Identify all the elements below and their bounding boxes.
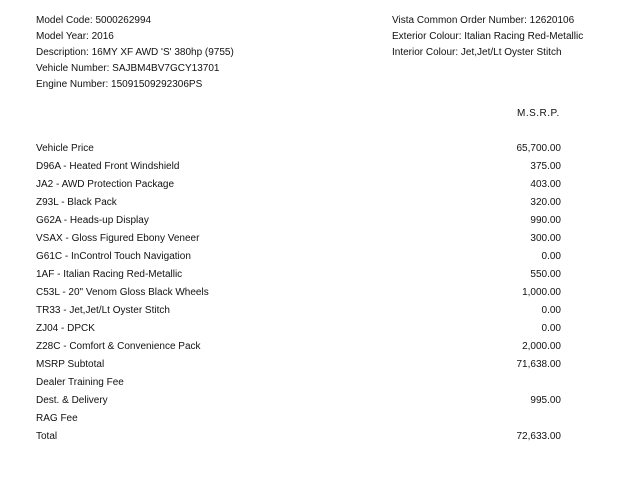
line-item [36,194,566,212]
subtotal-row [36,356,566,374]
line-item-description: C53L - 20" Venom Gloss Black Wheels [36,287,209,298]
line-item-price: 550.00 [530,269,561,280]
line-item-description: Z28C - Comfort & Convenience Pack [36,341,201,352]
line-item [36,158,566,176]
line-item [36,284,566,302]
exterior-colour-value: Italian Racing Red-Metallic [464,31,584,42]
line-item-price: 403.00 [530,179,561,190]
engine-number-label: Engine Number: [36,79,109,90]
line-item-description: G61C - InControl Touch Navigation [36,251,191,262]
line-item-description: JA2 - AWD Protection Package [36,179,175,190]
exterior-colour-label: Exterior Colour: [392,31,462,42]
msrp-column-header: M.S.R.P. [517,108,560,119]
exterior-colour-line [392,29,583,45]
model-code-value: 5000262994 [95,15,152,26]
total-value: 72,633.00 [516,431,561,442]
vehicle-number-line [36,61,234,77]
vehicle-number-label: Vehicle Number: [36,63,110,74]
line-item-price: 0.00 [541,305,561,316]
line-item [36,338,566,356]
fee-row [36,374,566,392]
line-item-description: TR33 - Jet,Jet/Lt Oyster Stitch [36,305,170,316]
total-label: Total [36,431,58,442]
interior-colour-value: Jet,Jet/Lt Oyster Stitch [460,47,562,58]
description-value: 16MY XF AWD 'S' 380hp (9755) [91,47,234,58]
model-year-value: 2016 [91,31,114,42]
model-code-label: Model Code: [36,15,93,26]
line-item-description: D96A - Heated Front Windshield [36,161,180,172]
line-item-description: Z93L - Black Pack [36,197,117,208]
interior-colour-line [392,45,583,61]
vehicle-info-block [36,13,234,93]
description-label: Description: [36,47,89,58]
fee-value: 995.00 [530,395,561,406]
interior-colour-label: Interior Colour: [392,47,459,58]
subtotal-value: 71,638.00 [516,359,561,370]
total-row [36,428,566,446]
line-item-description: ZJ04 - DPCK [36,323,95,334]
model-year-label: Model Year: [36,31,89,42]
line-item-description: Vehicle Price [36,143,94,154]
fee-row [36,392,566,410]
vehicle-number-value: SAJBM4BV7GCY13701 [112,63,220,74]
line-item-price: 990.00 [530,215,561,226]
line-item-price: 320.00 [530,197,561,208]
order-info-block [392,13,583,61]
order-number-label: Vista Common Order Number: [392,15,527,26]
line-item-price: 375.00 [530,161,561,172]
fee-label: Dest. & Delivery [36,395,108,406]
line-item [36,302,566,320]
model-code-line [36,13,234,29]
line-item-description: VSAX - Gloss Figured Ebony Veneer [36,233,200,244]
line-item-price: 300.00 [530,233,561,244]
subtotal-label: MSRP Subtotal [36,359,105,370]
line-item-price: 1,000.00 [522,287,561,298]
line-item-price: 0.00 [541,323,561,334]
order-number-line [392,13,583,29]
fee-label: Dealer Training Fee [36,377,124,388]
line-item [36,140,566,158]
line-item [36,248,566,266]
order-number-value: 12620106 [529,15,575,26]
description-line [36,45,234,61]
line-item [36,230,566,248]
line-item-price: 0.00 [541,251,561,262]
line-item-price: 65,700.00 [516,143,561,154]
line-item [36,266,566,284]
engine-number-value: 15091509292306PS [111,79,203,90]
engine-number-line [36,77,234,93]
model-year-line [36,29,234,45]
line-item-price: 2,000.00 [522,341,561,352]
line-item-description: 1AF - Italian Racing Red-Metallic [36,269,183,280]
line-item-description: G62A - Heads-up Display [36,215,149,226]
price-list [36,140,566,446]
line-item [36,212,566,230]
fee-label: RAG Fee [36,413,78,424]
fee-row [36,410,566,428]
line-item [36,176,566,194]
line-item [36,320,566,338]
